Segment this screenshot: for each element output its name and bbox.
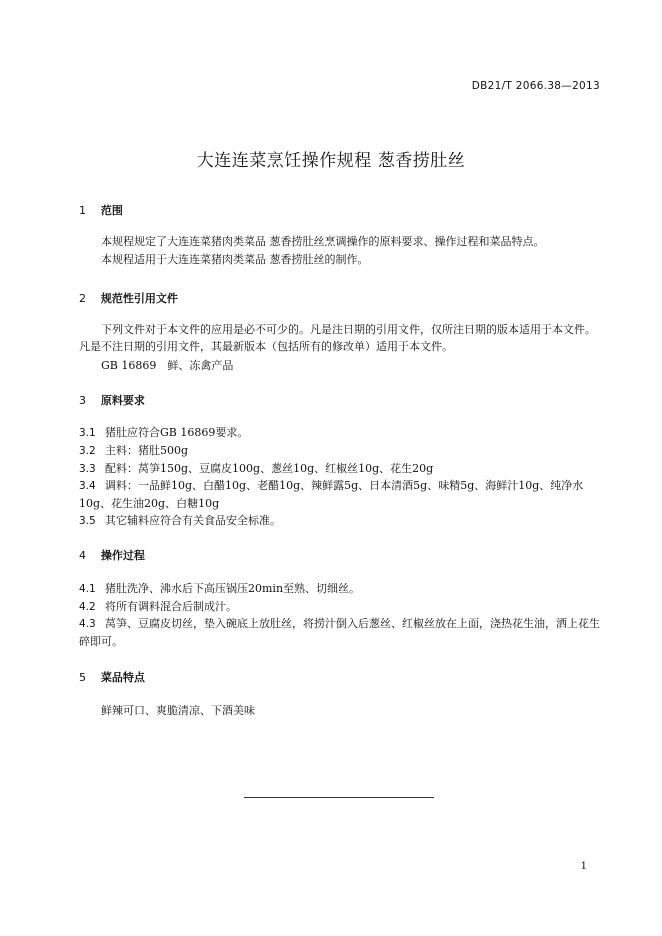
- standard-code: DB21/T 2066.38—2013: [471, 80, 600, 92]
- refs-paragraph: 下列文件对于本文件的应用是必不可少的。凡是注日期的引用文件，仅所注日期的版本适用于本文件。凡是不注日期的引用文件，其最新版本（包括所有的修改单）适用于本文件。: [79, 323, 596, 353]
- process-item-4-3: [79, 615, 600, 650]
- process-item-4-2: [79, 598, 600, 616]
- section-number: 1: [79, 204, 86, 217]
- section-2-heading: [79, 290, 178, 306]
- materials-item-3-5: [79, 512, 600, 530]
- end-rule-divider: [244, 797, 434, 798]
- reference-gb16869: GB 16869 鲜、冻禽产品: [101, 359, 234, 372]
- item-number: 4.2: [79, 601, 96, 613]
- section-4-heading: [79, 547, 145, 563]
- item-text: 猪肚洗净、沸水后下高压锅压20min至熟、切细丝。: [105, 582, 361, 595]
- section-title: 规范性引用文件: [100, 292, 178, 305]
- section-title: 原料要求: [100, 394, 145, 407]
- item-text: 主料：猪肚500g: [105, 444, 189, 457]
- item-number: 4.1: [79, 583, 96, 595]
- item-number: 3.2: [79, 445, 96, 457]
- section-3-heading: [79, 392, 145, 408]
- section-title: 操作过程: [100, 549, 145, 562]
- features-paragraph: 鲜辣可口、爽脆清凉、下酒美味: [101, 704, 255, 717]
- item-text: 莴笋、豆腐皮切丝，垫入碗底上放肚丝，将捞汁倒入后葱丝、红椒丝放在上面，浇热花生油，洒上花生碎即可。: [79, 617, 600, 648]
- item-number: 4.3: [79, 618, 96, 630]
- section-5-heading: [79, 669, 145, 685]
- item-number: 3.4: [79, 480, 96, 492]
- item-text: 调料：一品鲜10g、白醋10g、老醋10g、辣鲜露5g、日本清酒5g、味精5g、海鲜汁10g、纯净水10g、花生油20g、白糖10g: [79, 479, 584, 510]
- item-text: 猪肚应符合GB 16869要求。: [105, 426, 249, 439]
- item-number: 3.5: [79, 515, 96, 527]
- section-number: 2: [79, 292, 86, 305]
- item-text: 配料：莴笋150g、豆腐皮100g、葱丝10g、红椒丝10g、花生20g: [105, 462, 434, 475]
- item-number: 3.3: [79, 463, 96, 475]
- section-1-heading: [79, 202, 123, 218]
- section-title: 范围: [100, 204, 123, 217]
- section-number: 4: [79, 549, 86, 562]
- materials-item-3-1: [79, 424, 600, 442]
- item-text: 将所有调料混合后制成汁。: [105, 600, 237, 613]
- document-title: 大连连菜烹饪操作规程 葱香捞肚丝: [196, 151, 466, 171]
- section-number: 5: [79, 671, 86, 684]
- scope-paragraph-2: 本规程适用于大连连菜猪肉类菜品 葱香捞肚丝的制作。: [101, 253, 369, 266]
- materials-item-3-4: [79, 477, 600, 512]
- section-number: 3: [79, 394, 86, 407]
- scope-paragraph-1: 本规程规定了大连连菜猪肉类菜品 葱香捞肚丝烹调操作的原料要求、操作过程和菜品特点。: [101, 235, 545, 248]
- materials-item-3-3: [79, 460, 600, 478]
- item-text: 其它辅料应符合有关食品安全标准。: [105, 514, 281, 527]
- materials-item-3-2: [79, 442, 600, 460]
- item-number: 3.1: [79, 427, 96, 439]
- page-number: 1: [580, 861, 587, 872]
- section-title: 菜品特点: [100, 671, 145, 684]
- process-item-4-1: [79, 580, 600, 598]
